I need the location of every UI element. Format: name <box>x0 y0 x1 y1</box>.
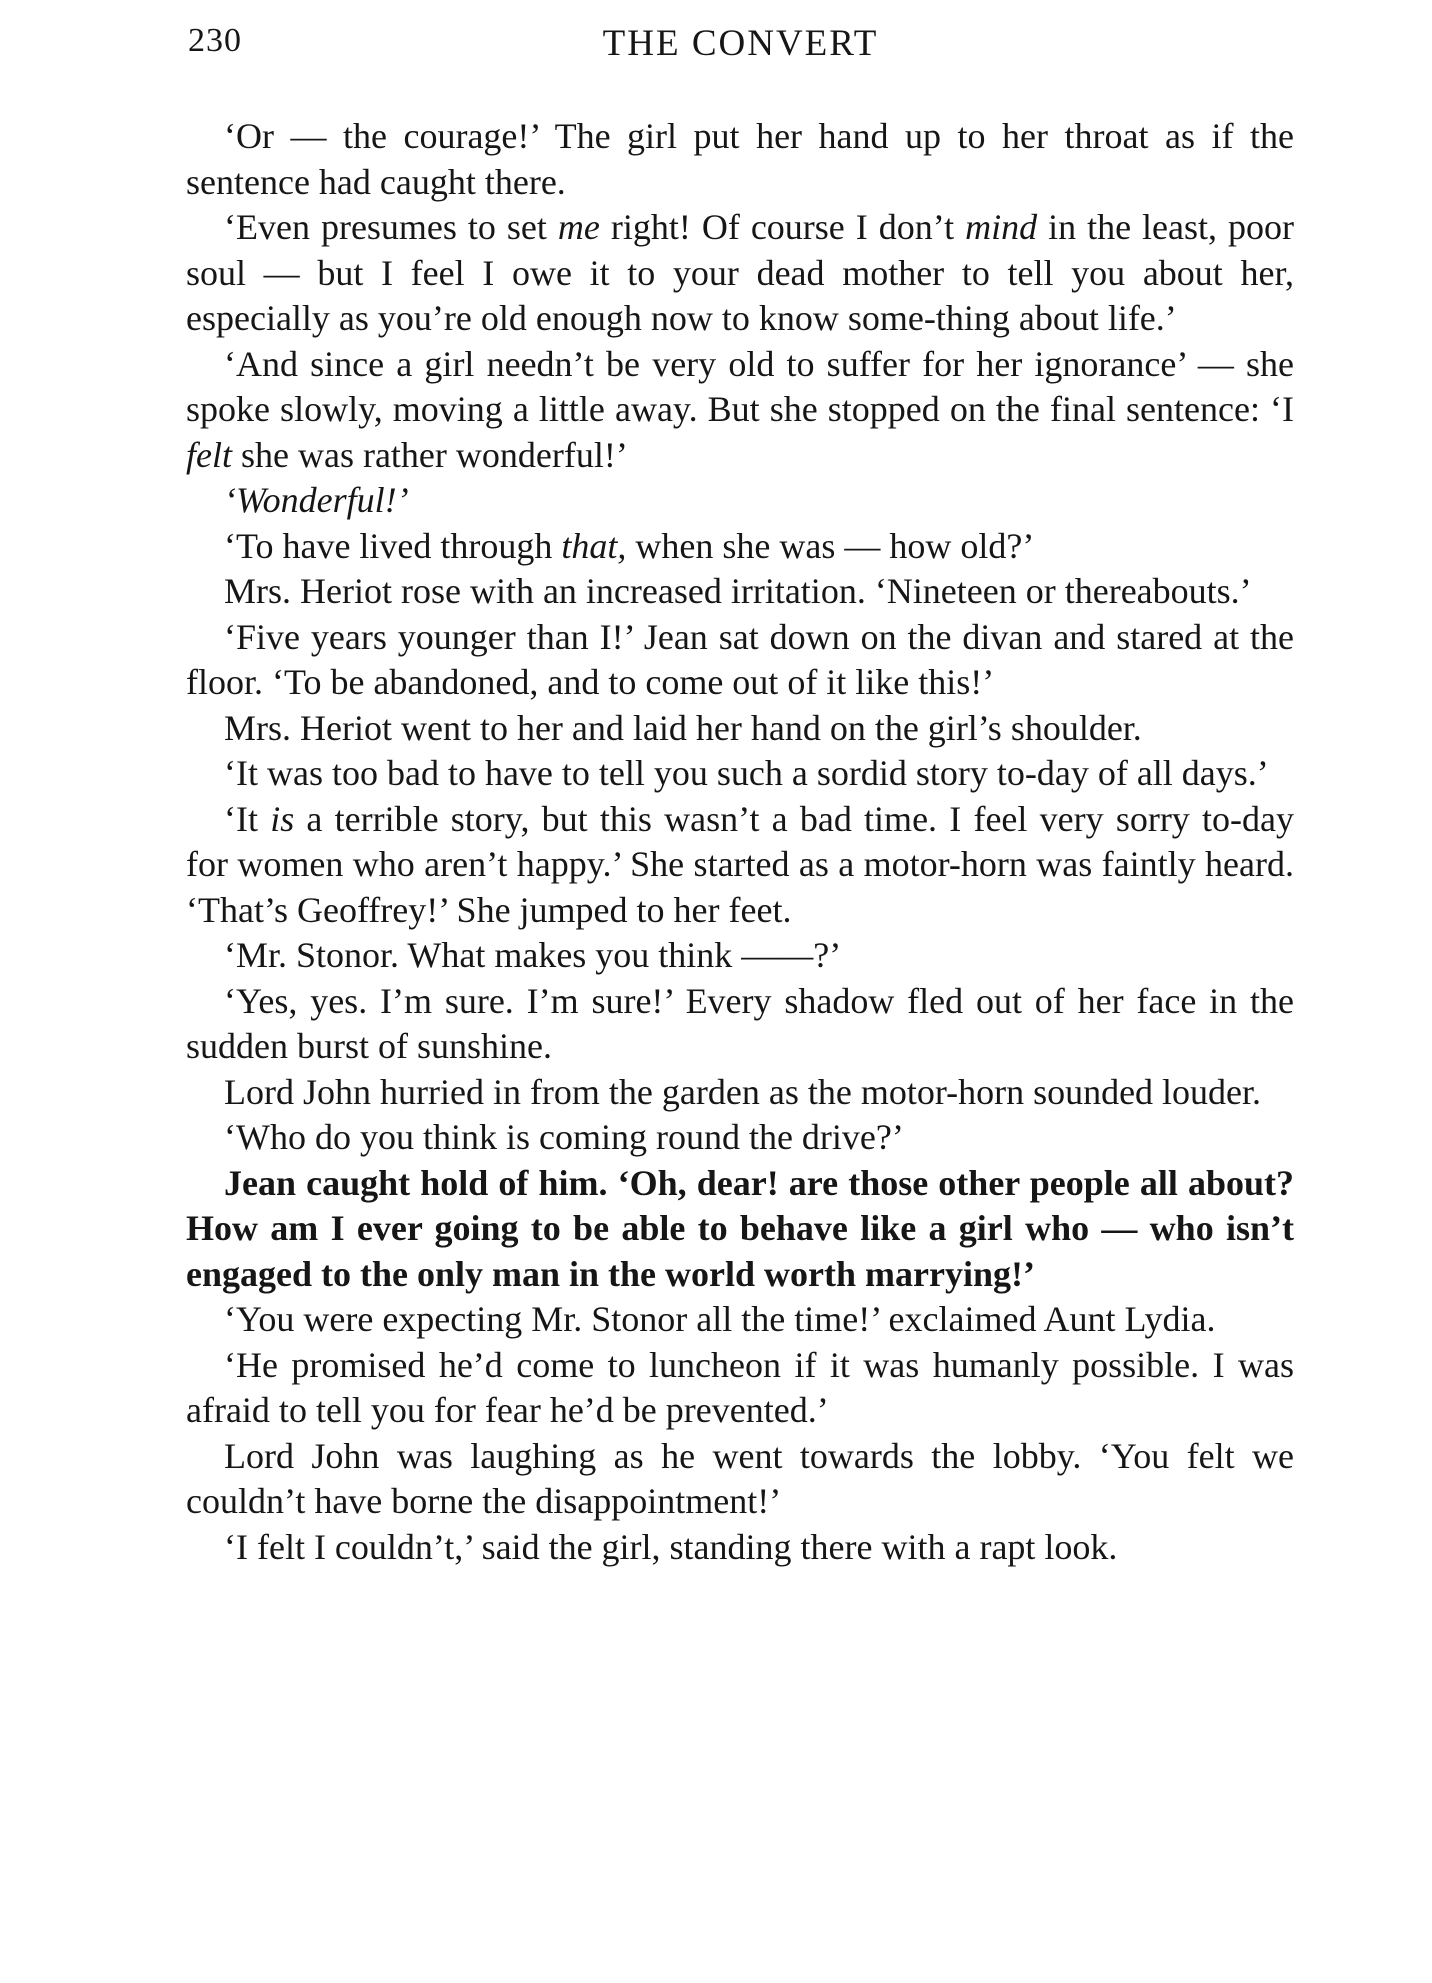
text-run: in the least, poor soul — but I feel I owe it to your dead mother to tell you about her, especially as you’re old enough now to know some-thing about life.’ <box>186 207 1294 338</box>
text-run: Jean caught hold of him. ‘Oh, dear! are those other people all about? How am I ever going to be able to behave like a girl who — who isn’t engaged to the only man in the world worth marrying!’ <box>186 1162 1294 1294</box>
paragraph <box>186 114 1294 205</box>
italic-text: that, <box>561 525 627 566</box>
paragraph <box>186 797 1294 934</box>
paragraph <box>186 933 1294 979</box>
text-run: ‘You were expecting Mr. Stonor all the time!’ exclaimed Aunt Lydia. <box>224 1299 1216 1339</box>
text-run: Mrs. Heriot rose with an increased irritation. ‘Nineteen or thereabouts.’ <box>224 571 1252 611</box>
paragraph <box>186 524 1294 570</box>
page-number: 230 <box>188 22 242 59</box>
book-title: THE CONVERT <box>602 23 879 64</box>
paragraph <box>186 1434 1294 1525</box>
text-run: right! Of course I don’t <box>599 207 966 247</box>
paragraph <box>186 342 1294 479</box>
text-run: ‘And since a girl needn’t be very old to suffer for her ignorance’ — she spoke slowly, moving a little away. But she stopped on the final sentence: ‘I <box>186 343 1294 429</box>
paragraph <box>186 205 1294 342</box>
paragraph <box>186 615 1294 706</box>
text-run: Lord John hurried in from the garden as the motor-horn sounded louder. <box>224 1071 1262 1112</box>
text-run: ‘I felt I couldn’t,’ said the girl, standing there with a rapt look. <box>224 1526 1118 1567</box>
text-run: ‘Who do you think is coming round the drive?’ <box>224 1117 904 1157</box>
paragraph <box>186 1070 1294 1116</box>
text-run: Mrs. Heriot went to her and laid her hand on the girl’s shoulder. <box>224 707 1142 748</box>
text-run: when she was — how old?’ <box>626 525 1035 566</box>
text-run: ‘To have lived through <box>224 525 562 566</box>
paragraph <box>186 1343 1294 1434</box>
paragraph <box>186 1161 1294 1298</box>
paragraph <box>186 979 1294 1070</box>
italic-text: mind <box>965 207 1038 247</box>
text-run: ‘Yes, yes. I’m sure. I’m sure!’ Every shadow fled out of her face in the sudden burst of sunshine. <box>186 980 1294 1066</box>
text-run: she was rather wonderful!’ <box>231 434 628 475</box>
text-run: a terrible story, but this wasn’t a bad time. I feel very sorry to-day for women who aren’t happy.’ She started as a motor-horn was faintly heard. ‘That’s Geoffrey!’ She jumped to her feet. <box>186 798 1294 930</box>
text-run: ‘It <box>224 798 271 839</box>
text-run: ‘He promised he’d come to luncheon if it was humanly possible. I was afraid to tell you for fear he’d be prevented.’ <box>186 1344 1294 1430</box>
paragraph <box>186 751 1294 797</box>
paragraph <box>186 706 1294 752</box>
text-run: ‘Five years younger than I!’ Jean sat down on the divan and stared at the floor. ‘To be abandoned, and to come out of it like this!’ <box>186 616 1294 702</box>
text-run: ‘It was too bad to have to tell you such a sordid story to-day of all days.’ <box>224 753 1269 793</box>
italic-text: me <box>557 207 600 247</box>
paragraph <box>186 1297 1294 1343</box>
running-head <box>188 22 1293 74</box>
paragraph <box>186 1525 1294 1571</box>
text-run: ‘Or — the courage!’ The girl put her hand up to her throat as if the sentence had caught there. <box>186 116 1294 202</box>
italic-text: ‘Wonderful!’ <box>224 480 409 520</box>
italic-text: is <box>270 798 295 839</box>
paragraph <box>186 569 1294 615</box>
paragraph <box>186 1115 1294 1161</box>
paragraph <box>186 478 1294 524</box>
text-run: ‘Even presumes to set <box>224 207 558 247</box>
text-run: Lord John was laughing as he went towards the lobby. ‘You felt we couldn’t have borne the disappointment!’ <box>186 1435 1294 1521</box>
text-run: ‘Mr. Stonor. What makes you think ——?’ <box>224 935 842 975</box>
italic-text: felt <box>186 434 232 475</box>
body-text <box>186 114 1294 1570</box>
